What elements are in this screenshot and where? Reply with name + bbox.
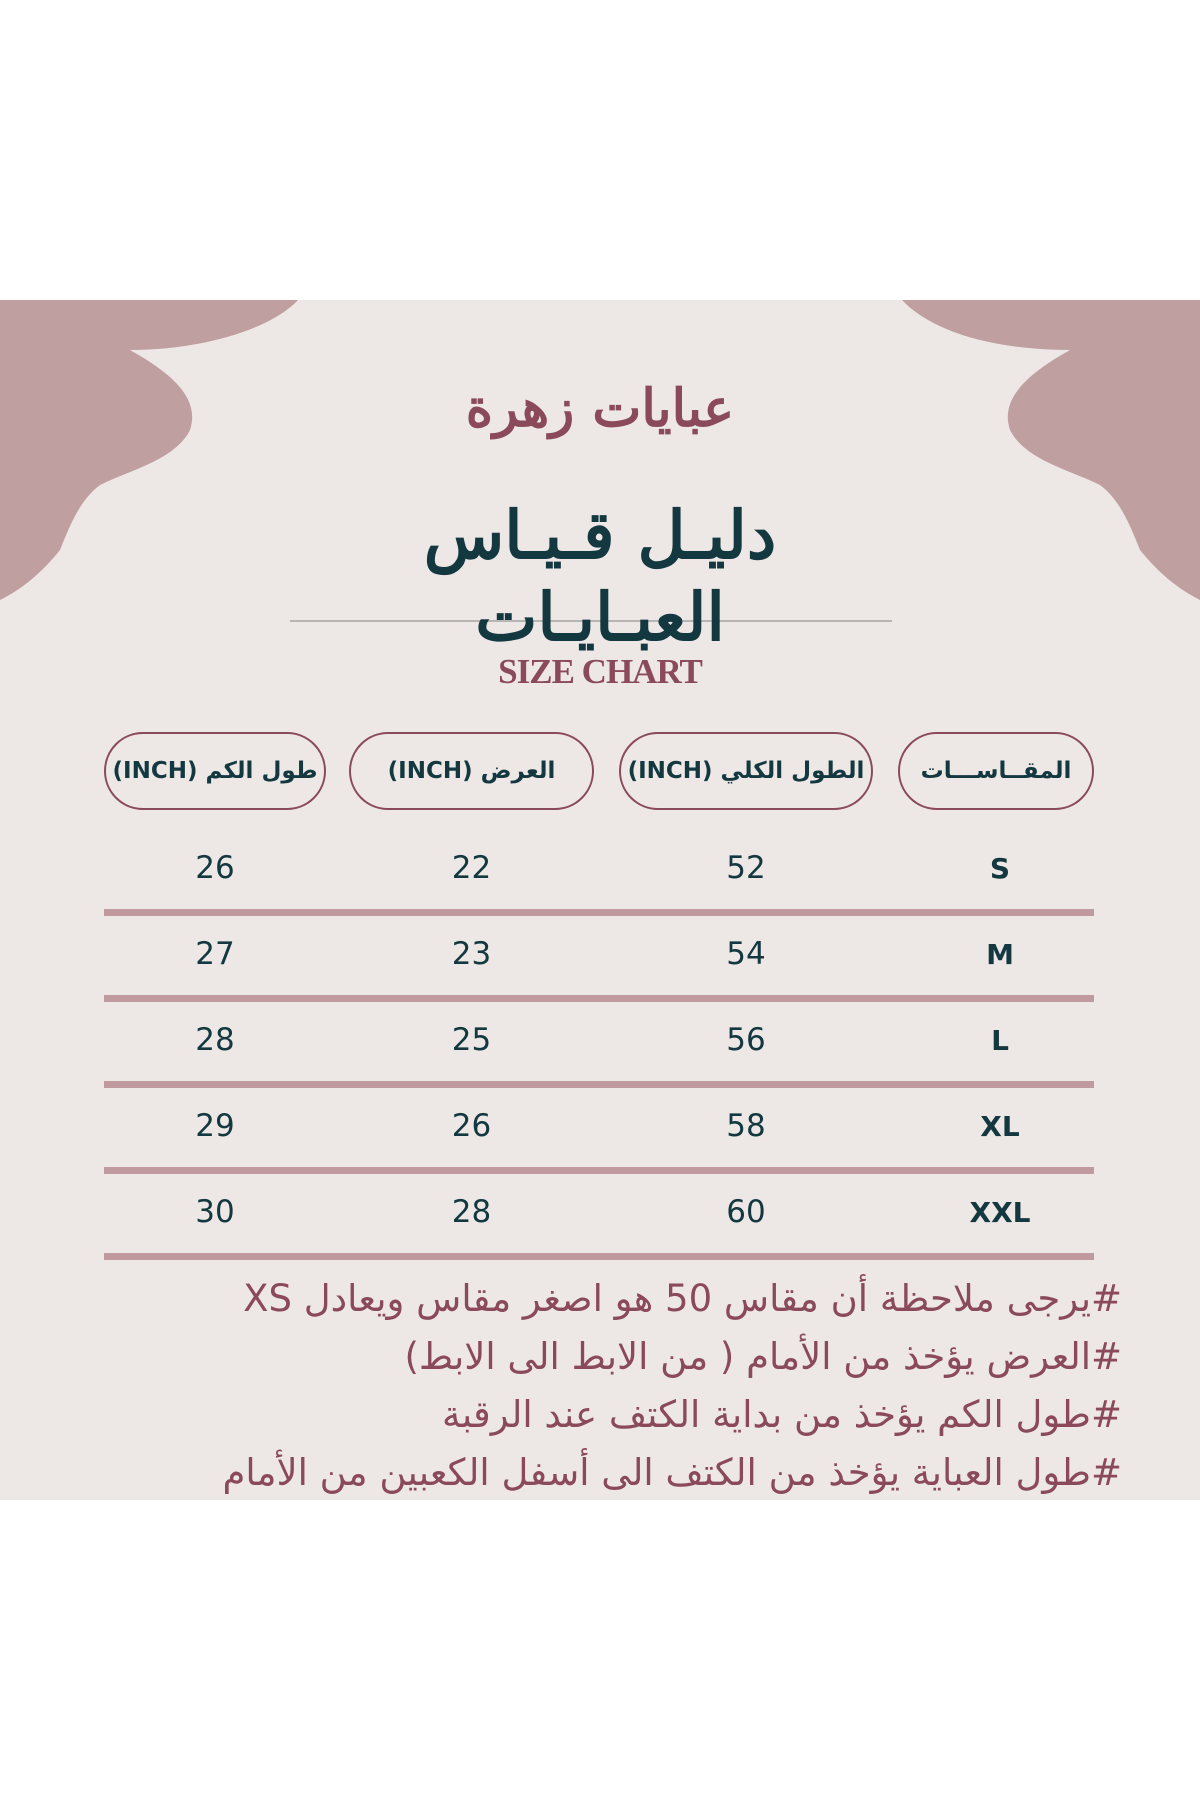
header-width: العرض (INCH) [349, 732, 594, 810]
note-width: #العرض يؤخذ من الأمام ( من الابط الى الابط) [404, 1335, 1122, 1378]
header-size: المقــاســـات [898, 732, 1094, 810]
header-sleeve-length: طول الكم (INCH) [104, 732, 326, 810]
table-row [104, 1088, 1094, 1174]
header-total-length: الطول الكلي (INCH) [619, 732, 873, 810]
row-divider [104, 995, 1094, 1002]
page-title-line1: دليـل قـيـاس [423, 496, 777, 574]
cell-total-length: 58 [726, 1108, 766, 1144]
cell-size: XXL [969, 1195, 1031, 1229]
cell-size: S [989, 851, 1011, 885]
cell-width: 23 [451, 936, 492, 972]
cell-size: L [991, 1023, 1009, 1057]
cell-sleeve: 28 [195, 1022, 235, 1058]
measurement-notes [62, 1277, 1122, 1500]
cell-total-length: 56 [726, 1022, 766, 1058]
row-divider [104, 1081, 1094, 1088]
cell-total-length: 54 [726, 936, 766, 972]
cell-width: 26 [451, 1108, 492, 1144]
table-row [104, 1002, 1094, 1088]
cell-width: 25 [451, 1022, 492, 1058]
brand-logo: عبايات زهرة [465, 378, 735, 439]
size-chart-card [0, 300, 1200, 1500]
row-divider [104, 1253, 1094, 1260]
cell-sleeve: 30 [195, 1194, 235, 1230]
table-row [104, 916, 1094, 1002]
table-row [104, 830, 1094, 916]
cell-total-length: 60 [726, 1194, 766, 1230]
note-sleeve: #طول الكم يؤخذ من بداية الكتف عند الرقبة [442, 1393, 1122, 1436]
cell-width: 22 [451, 850, 492, 886]
note-smallest-size: #يرجى ملاحظة أن مقاس 50 هو اصغر مقاس ويعادل XS [243, 1277, 1122, 1320]
cell-sleeve: 29 [195, 1108, 235, 1144]
cell-width: 28 [451, 1194, 492, 1230]
table-row [104, 1174, 1094, 1260]
row-divider [104, 909, 1094, 916]
cell-sleeve: 27 [195, 936, 235, 972]
page-subtitle: SIZE CHART [498, 652, 702, 691]
cell-size: XL [980, 1109, 1020, 1143]
cell-total-length: 52 [726, 850, 766, 886]
cell-sleeve: 26 [195, 850, 235, 886]
note-abaya-length: #طول العباية يؤخذ من الكتف الى أسفل الكعبين من الأمام [222, 1451, 1122, 1494]
row-divider [104, 1167, 1094, 1174]
page-title-line2: العبـايـات [475, 578, 725, 656]
cell-size: M [986, 937, 1014, 971]
